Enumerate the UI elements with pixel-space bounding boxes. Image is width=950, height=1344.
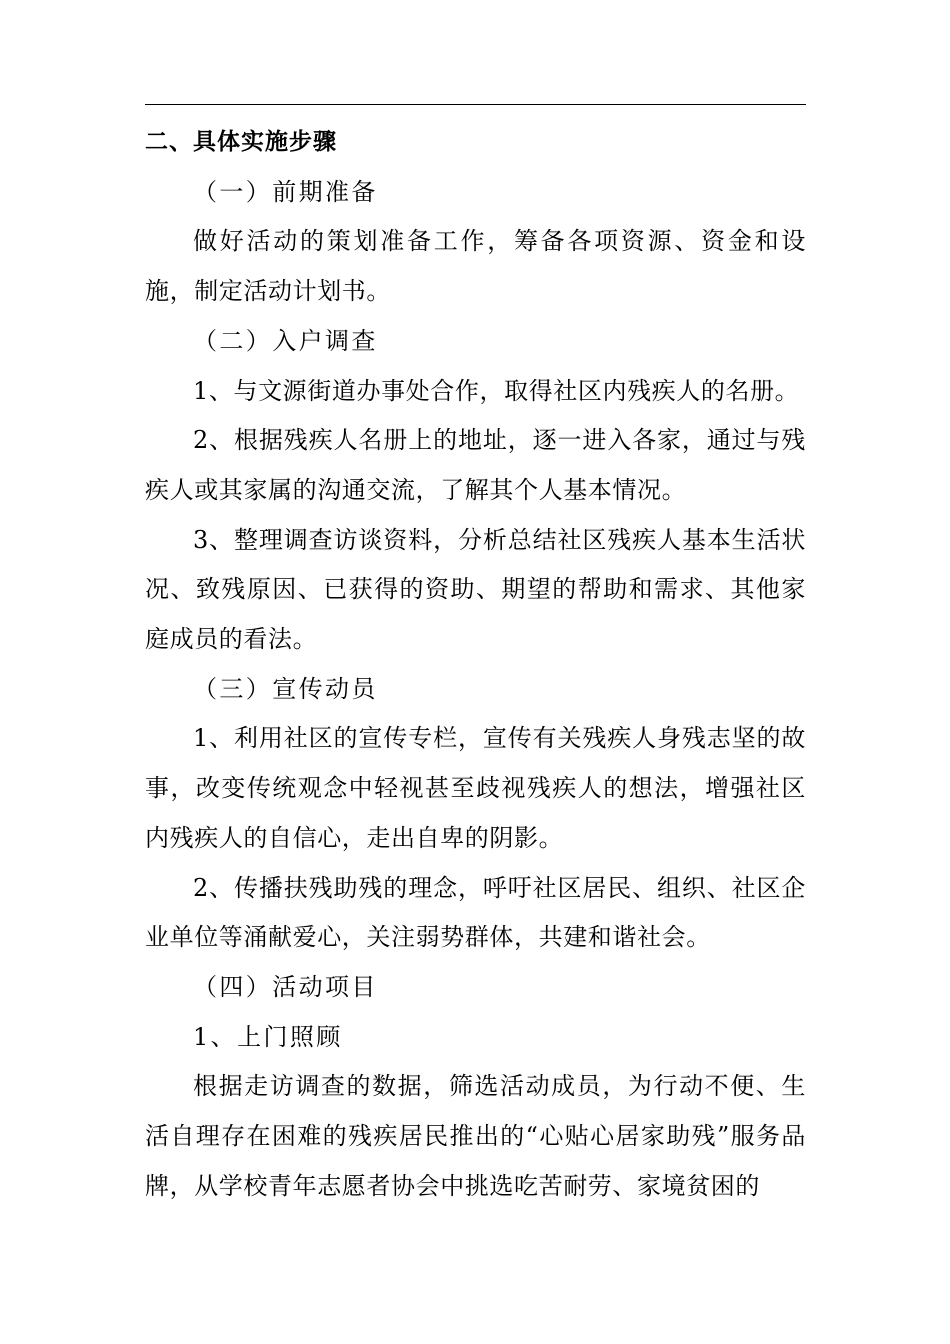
paragraph-survey-2: 2、根据残疾人名册上的地址，逐一进入各家，通过与残疾人或其家属的沟通交流，了解其个人基本情况。 bbox=[145, 426, 806, 504]
subsection-heading-activities: （四）活动项目 bbox=[193, 972, 378, 1001]
paragraph-survey-1: 1、与文源街道办事处合作，取得社区内残疾人的名册。 bbox=[193, 376, 800, 405]
paragraph-home-care: 根据走访调查的数据，筛选活动成员，为行动不便、生活自理存在困难的残疾居民推出的“心贴心居家助残”服务品牌，从学校青年志愿者协会中挑选吃苦耐劳、家境贫困的 bbox=[145, 1072, 806, 1200]
paragraph-publicity-2: 2、传播扶残助残的理念，呼吁社区居民、组织、社区企业单位等涌献爱心，关注弱势群体，共建和谐社会。 bbox=[145, 873, 806, 952]
subsection-heading-survey: （二）入户调查 bbox=[193, 326, 378, 355]
paragraph-publicity-1: 1、利用社区的宣传专栏，宣传有关残疾人身残志坚的故事，改变传统观念中轻视甚至歧视残疾人的想法，增强社区内残疾人的自信心，走出自卑的阴影。 bbox=[145, 724, 806, 852]
subsection-heading-publicity: （三）宣传动员 bbox=[193, 674, 378, 703]
item-heading-home-care: 1、上门照顾 bbox=[193, 1022, 343, 1051]
header-rule bbox=[145, 104, 806, 105]
paragraph-survey-3: 3、整理调查访谈资料，分析总结社区残疾人基本生活状况、致残原因、已获得的资助、期望的帮助和需求、其他家庭成员的看法。 bbox=[145, 525, 806, 654]
subsection-heading-preparation: （一）前期准备 bbox=[193, 177, 378, 206]
paragraph-preparation: 做好活动的策划准备工作，筹备各项资源、资金和设施，制定活动计划书。 bbox=[145, 227, 806, 306]
document-body bbox=[145, 118, 806, 1211]
section-heading: 二、具体实施步骤 bbox=[145, 129, 337, 155]
